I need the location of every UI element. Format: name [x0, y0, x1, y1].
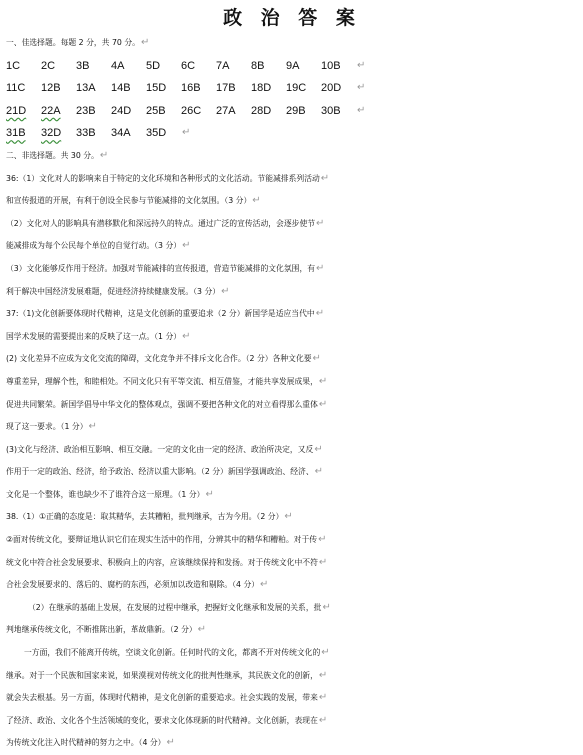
paragraph-mark-icon: ↵ — [252, 195, 261, 207]
text-line-content: 37:（1)文化创新要体现时代精神，这是文化创新的重要追求（2 分）新国学是适应当代中 — [6, 309, 315, 319]
text-line-content: 继承。对于一个民族和国家来说，如果漠视对传统文化的批判性继承，其民族文化的创新， — [6, 670, 318, 680]
text-line-content: 38.（1）①正确的态度是：取其精华，去其糟粕，批判继承，古为今用。（2 分） — [6, 512, 284, 522]
text-line-content: (3)文化与经济、政治相互影响、相互交融。一定的文化由一定的经济、政治所决定，又反 — [6, 444, 314, 454]
paragraph-mark-icon: ↵ — [99, 149, 109, 161]
paragraph-mark-icon: ↵ — [312, 353, 321, 365]
text-line-content: 文化是一个整体，谁也缺少不了谁符合这一原理。（1 分） — [6, 489, 205, 499]
text-line — [6, 710, 578, 733]
text-line-content: 判地继承传统文化，不断推陈出新，革故鼎新。（2 分） — [6, 625, 197, 635]
paragraph-mark-icon: ↵ — [260, 579, 269, 591]
text-line-content: 现了这一要求。（1 分） — [6, 422, 88, 432]
paragraph-mark-icon: ↵ — [316, 262, 325, 274]
text-line — [6, 190, 578, 213]
answer-item: 32D — [41, 127, 62, 140]
answer-item: 20D — [321, 82, 342, 95]
answer-item: 6C — [181, 59, 196, 72]
answer-item: 29B — [286, 104, 306, 117]
text-line-content: （2）文化对人的影响具有潜移默化和深远持久的特点。通过广泛的宣传活动，会逐步使节 — [6, 218, 316, 228]
paragraph-mark-icon: ↵ — [322, 601, 331, 613]
text-line — [6, 484, 578, 507]
text-line — [6, 642, 578, 665]
answer-sheet — [6, 4, 578, 755]
answer-item: 27A — [216, 104, 236, 117]
paragraph-mark-icon: ↵ — [318, 669, 328, 681]
text-line-content: 尊重差异，理解个性，和睦相处。不同文化只有平等交流、相互借鉴，才能共享发展成果， — [6, 376, 318, 386]
text-line — [6, 461, 578, 484]
answer-item: 22A — [41, 104, 61, 117]
answer-item: 17B — [216, 82, 236, 95]
answer-item: 3B — [76, 59, 90, 72]
text-line-content: 就会失去根基。另一方面，体现时代精神，是文化创新的重要追求。社会实践的发展，带来 — [6, 693, 318, 703]
paragraph-mark-icon: ↵ — [314, 466, 324, 478]
answer-item: 12B — [41, 82, 61, 95]
answer-item: 31B — [6, 127, 26, 140]
text-line — [6, 552, 578, 575]
paragraph-mark-icon: ↵ — [314, 443, 323, 455]
text-line — [6, 168, 578, 191]
answer-row-3 — [6, 100, 578, 123]
text-line-content: 作用于一定的政治、经济，给予政治、经济以重大影响。（2 分）新国学强调政治、经济、 — [6, 467, 314, 477]
text-line — [6, 281, 578, 304]
answer-item: 34A — [111, 127, 131, 140]
answer-item: 9A — [286, 59, 300, 72]
answer-item: 5D — [146, 59, 161, 72]
text-line — [6, 326, 578, 349]
text-line — [6, 687, 578, 710]
answer-item: 24D — [111, 104, 132, 117]
text-line — [6, 394, 578, 417]
text-line-content: 了经济、政治、文化各个生活领域的变化，要求文化体现新的时代精神。文化创新，表现在 — [6, 715, 318, 725]
text-line-content: （3）文化能够反作用于经济。加强对节能减排的宣传报道，营造节能减排的文化氛围，有 — [6, 263, 316, 273]
answer-item: 10B — [321, 59, 341, 72]
section1-heading — [6, 32, 578, 55]
text-line — [6, 597, 578, 620]
answer-item: 11C — [6, 82, 26, 95]
answer-item: 25B — [146, 104, 166, 117]
paragraph-mark-icon: ↵ — [357, 104, 366, 116]
text-line-content: 统文化中符合社会发展要求、积极向上的内容，应该继续保持和发扬。对于传统文化中不符 — [6, 557, 318, 567]
text-line-content: 和宣传报道的开展，有利于创设全民参与节能减排的文化氛围。（3 分） — [6, 196, 252, 206]
text-line — [6, 529, 578, 552]
text-line-content: 利于解决中国经济发展难题，促进经济持续健康发展。（3 分） — [6, 286, 221, 296]
answer-item: 21D — [6, 104, 27, 117]
text-line — [6, 348, 578, 371]
paragraph-mark-icon: ↵ — [357, 59, 366, 71]
section2-heading — [6, 145, 578, 168]
paragraph-mark-icon: ↵ — [166, 737, 175, 749]
paragraph-mark-icon: ↵ — [318, 398, 328, 410]
text-line-content: （2）在继承的基础上发展，在发展的过程中继承，把握好文化继承和发展的关系，批 — [28, 602, 322, 612]
answer-item: 19C — [286, 82, 307, 95]
text-line-content: ②面对传统文化，要辩证地认识它们在现实生活中的作用，分辨其中的精华和糟粕。对于传 — [6, 535, 318, 545]
answer-item: 28D — [251, 104, 272, 117]
answer-item: 18D — [251, 82, 272, 95]
text-line-content: 能减排成为每个公民每个单位的自觉行动。（3 分） — [6, 241, 182, 251]
answer-item: 15D — [146, 82, 167, 95]
text-line-content: 国学术发展的需要提出来的反映了这一点。（1 分） — [6, 331, 182, 341]
text-line — [6, 619, 578, 642]
text-line — [6, 574, 578, 597]
answer-item: 2C — [41, 59, 56, 72]
text-line-content: 促进共同繁荣。新国学倡导中华文化的整体观点，强调不要把各种文化的对立看得那么重体 — [6, 399, 318, 409]
paragraph-mark-icon: ↵ — [320, 172, 330, 184]
text-line — [6, 258, 578, 281]
text-line — [6, 439, 578, 462]
text-line — [6, 371, 578, 394]
paragraph-mark-icon: ↵ — [321, 647, 330, 659]
answer-item: 26C — [181, 104, 202, 117]
paragraph-mark-icon: ↵ — [182, 127, 191, 139]
text-line — [6, 235, 578, 258]
paragraph-mark-icon: ↵ — [318, 556, 328, 568]
paragraph-mark-icon: ↵ — [316, 217, 325, 229]
paragraph-mark-icon: ↵ — [318, 375, 328, 387]
text-line — [6, 665, 578, 688]
paragraph-mark-icon: ↵ — [197, 624, 207, 636]
paragraph-mark-icon: ↵ — [205, 488, 214, 500]
text-line — [6, 732, 578, 755]
paragraph-mark-icon: ↵ — [318, 692, 328, 704]
answer-item: 16B — [181, 82, 201, 95]
paragraph-mark-icon: ↵ — [284, 511, 293, 523]
text-line — [6, 303, 578, 326]
paragraph-mark-icon: ↵ — [221, 285, 230, 297]
paragraph-mark-icon: ↵ — [88, 421, 97, 433]
text-line-content: 36:（1）文化对人的影响来自于特定的文化环境和各种形式的文化活动。节能减排系列活动 — [6, 173, 320, 183]
paragraph-mark-icon: ↵ — [357, 82, 366, 94]
paragraph-mark-icon: ↵ — [318, 534, 327, 546]
answer-item: 33B — [76, 127, 96, 140]
paragraph-mark-icon: ↵ — [140, 37, 150, 48]
paragraph-mark-icon: ↵ — [182, 330, 191, 342]
answer-item: 30B — [321, 104, 341, 117]
text-line-content: (2) 文化差异不应成为文化交流的障碍，文化竞争并不排斥文化合作。（2 分）各种文化要 — [6, 354, 312, 364]
section1-heading-text: 一、佳选择题。每题 2 分，共 70 分。 — [6, 38, 140, 47]
text-line-content: 合社会发展要求的、落后的、腐朽的东西，必须加以改造和剔除。（4 分） — [6, 580, 260, 590]
text-line — [6, 213, 578, 236]
paragraph-mark-icon: ↵ — [315, 308, 325, 320]
answer-item: 23B — [76, 104, 96, 117]
answer-item: 4A — [111, 59, 125, 72]
answer-row-4 — [6, 122, 578, 145]
paragraph-mark-icon: ↵ — [182, 240, 191, 252]
text-line-content: 一方面，我们不能离开传统，空谈文化创新。任何时代的文化，都离不开对传统文化的 — [24, 648, 321, 658]
text-line — [6, 416, 578, 439]
answer-item: 13A — [76, 82, 96, 95]
answer-item: 35D — [146, 127, 167, 140]
answer-item: 1C — [6, 59, 21, 72]
paragraph-mark-icon: ↵ — [318, 714, 328, 726]
answer-row-1 — [6, 55, 578, 78]
text-line — [6, 506, 578, 529]
answer-item: 14B — [111, 82, 131, 95]
section2-heading-text: 二、非选择题。共 30 分。 — [6, 150, 99, 160]
page-title: 政 治 答 案 — [223, 7, 361, 29]
answer-row-2 — [6, 77, 578, 100]
text-line-content: 为传统文化注入时代精神的努力之中。（4 分） — [6, 738, 166, 748]
answer-item: 8B — [251, 59, 265, 72]
answer-item: 7A — [216, 59, 230, 72]
